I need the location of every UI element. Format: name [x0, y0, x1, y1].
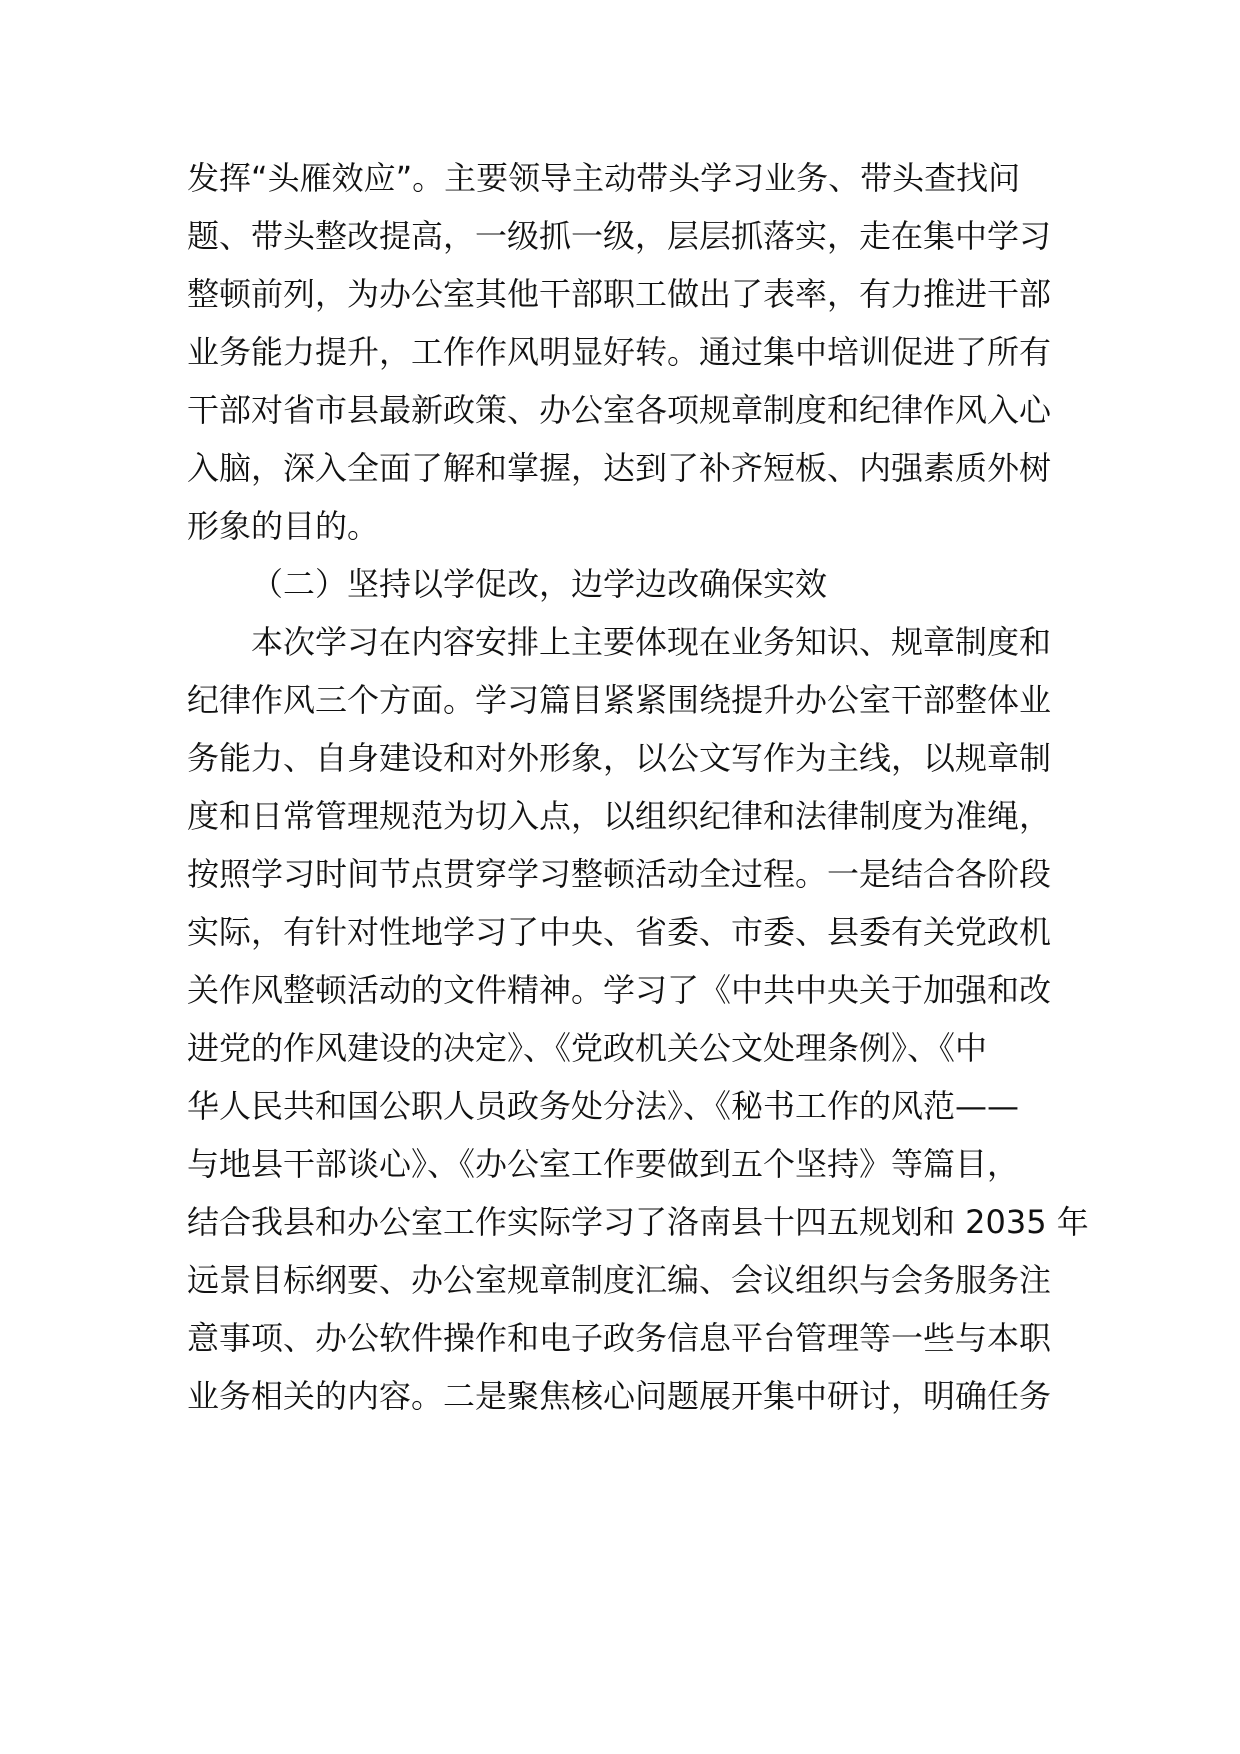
paragraph-line: 整顿前列，为办公室其他干部职工做出了表率，有力推进干部	[187, 275, 1052, 313]
paragraph-line: 关作风整顿活动的文件精神。学习了《中共中央关于加强和改	[187, 971, 1052, 1009]
section-heading: （二）坚持以学促改，边学边改确保实效	[251, 565, 828, 603]
paragraph-line: 业务相关的内容。二是聚焦核心问题展开集中研讨，明确任务	[187, 1377, 1052, 1415]
paragraph-line: 远景目标纲要、办公室规章制度汇编、会议组织与会务服务注	[187, 1261, 1052, 1299]
paragraph-line: 业务能力提升，工作作风明显好转。通过集中培训促进了所有	[187, 333, 1052, 371]
paragraph-line: 意事项、办公软件操作和电子政务信息平台管理等一些与本职	[187, 1319, 1052, 1357]
paragraph-line: 纪律作风三个方面。学习篇目紧紧围绕提升办公室干部整体业	[187, 681, 1052, 719]
paragraph-line: 度和日常管理规范为切入点，以组织纪律和法律制度为准绳，	[187, 797, 1052, 835]
paragraph-line: 题、带头整改提高，一级抓一级，层层抓落实，走在集中学习	[187, 217, 1052, 255]
paragraph-line: 华人民共和国公职人员政务处分法》、《秘书工作的风范——	[187, 1087, 1020, 1125]
paragraph-line: 务能力、自身建设和对外形象，以公文写作为主线，以规章制	[187, 739, 1052, 777]
paragraph-line: 干部对省市县最新政策、办公室各项规章制度和纪律作风入心	[187, 391, 1052, 429]
paragraph-line: 实际，有针对性地学习了中央、省委、市委、县委有关党政机	[187, 913, 1052, 951]
paragraph-line: 按照学习时间节点贯穿学习整顿活动全过程。一是结合各阶段	[187, 855, 1052, 893]
paragraph-line: 发挥“头雁效应”。主要领导主动带头学习业务、带头查找问	[187, 159, 1021, 197]
paragraph-line: 进党的作风建设的决定》、《党政机关公文处理条例》、《中	[187, 1029, 988, 1067]
paragraph-line: 入脑，深入全面了解和掌握，达到了补齐短板、内强素质外树	[187, 449, 1052, 487]
paragraph-line: 结合我县和办公室工作实际学习了洛南县十四五规划和 2035 年	[187, 1203, 1089, 1241]
paragraph-line: 本次学习在内容安排上主要体现在业务知识、规章制度和	[251, 623, 1052, 661]
paragraph-line: 形象的目的。	[187, 507, 380, 545]
paragraph-line: 与地县干部谈心》、《办公室工作要做到五个坚持》等篇目，	[187, 1145, 1020, 1183]
